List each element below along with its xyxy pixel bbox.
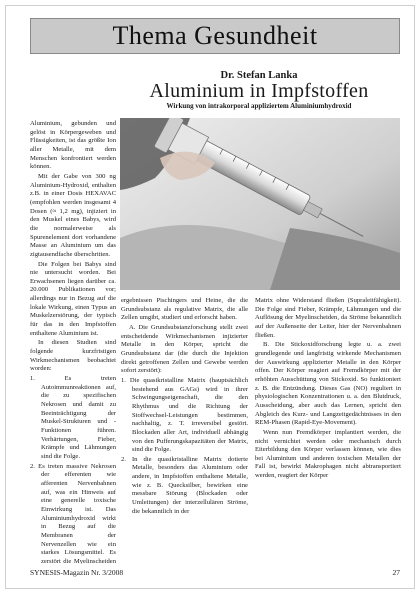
- paragraph: Aluminium, gebunden und gelöst in Körpergeweben und Flüssigkeiten, ist das größte Ion aller Metalle, mit dem Menschen konfrontiert werden können.: [30, 120, 116, 171]
- paragraph: A. Die Grundsubstanzforschung stellt zwei entscheidende Wirkmechanismen injizierter Metalle in den Körper, spricht die Grundsubstanz dar (die durch die Injektion direkt getroffenen Zellen und Gewebe werden sofort zerstört):: [121, 323, 248, 375]
- list-item: 1. Es treten Autoimmunreaktionen auf, die zu spezifischen Nekrosen und damit zu Beeinträchtigung der Muskel-Strukturen und -Funktionen führen. Verhärtungen, Fieber, Krämpfe und Lähmungen sind die Folge.: [30, 375, 116, 460]
- list-item: 2. Es treten massive Nekrosen der efferenten wie afferenten Nervenbahnen auf, was ein Hinweis auf eine generelle toxische Einwirkung ist. Das Aluminiumhydroxid wirkt in Bezug auf die Membranen der Nervenzellen wie ein starkes Lösungsmittel. Es zerstört die Myelinscheiden: [30, 462, 116, 564]
- article-subtitle: Wirkung von intrakorporal appliziertem Aluminiumhydroxid: [166, 102, 352, 110]
- text-column-1: [30, 120, 116, 564]
- list-item: 1. Die quasikristalline Matrix (hauptsächlich bestehend aus GAGs) wird in ihrer Schwingungseigenschaft, die den Rhythmus und die Richtung der Stoffwechsel-Leistungen bestimmen, nachhaltig, z. T. irreversibel gestört. Blockaden aller Art, individuell abhängig von den Pufferungskapazitäten der Matrix, sind die Folge.: [121, 376, 248, 454]
- page-number: 27: [392, 568, 400, 577]
- section-title: Thema Gesundheit: [112, 21, 318, 50]
- paragraph: Matrix ohne Widerstand fließen (Supraleitfähigkeit). Die Folge sind Fieber, Krämpfe, Lähmungen und die Auflösung der Myelinscheiden, da Ströme bekanntlich auf der Außenseite der Leiter, hier der Nervenbahnen fließen.: [255, 297, 401, 339]
- paragraph: B. Die Stickoxidforschung legte u. a. zwei grundlegende und langfristig wirkende Mechanismen der Auswirkung applizierter Metalle in den Körper offen. Der Körper reagiert auf Fremdkörper mit der erhöhten Ausschüttung von Stickoxid. So funktioniert z. B. die Entzündung. Dieses Gas (NO) reguliert in physiologischen Konzentrationen u. a. den Blutdruck, Ausscheidung, aber auch das Lernen, spricht den Abgleich des Kurz- und Langzeitgedächtnisses in den REM-Phasen (Rapid-Eye-Movement).: [255, 341, 401, 427]
- paragraph: Die Folgen bei Babys sind nie untersucht worden. Bei Erwachsenen liegen darüber ca. 20.000 Publikationen vor; allerdings nur in Bezug auf die lokale Wirkung, einen Typus an Muskelzerstörung, der typisch für das in den Impfstoffen enthaltene Aluminium ist.: [30, 260, 116, 337]
- paragraph: ergebnissen Pischingers und Heine, die die Grundsubstanz als regulative Matrix, die alle Zellen umgibt, studiert und erforscht haben.: [121, 297, 248, 322]
- journal-footer: SYNESIS-Magazin Nr. 3/2008: [30, 568, 124, 577]
- syringe-injection-photo: [120, 118, 400, 290]
- section-banner: [30, 18, 400, 54]
- paragraph: In diesen Studien sind folgende kurzfristigen Wirkmechanismen beobachtet worden:: [30, 339, 116, 373]
- paragraph: Mit der Gabe von 300 ng Aluminium-Hydroxid, enthalten z.B. in einer Dosis HEXAVAC (empfohlen werden insgesamt 4 Dosen (≈ 1,2 mg), injiziert in den Muskel eines Babys, wird die normalerweise als Spurenelement dort vorhandene Masse an Aluminium um das zigtausendfache überschritten.: [30, 172, 116, 258]
- text-column-3: [255, 297, 401, 564]
- text-column-2: [121, 297, 248, 564]
- article-title: Aluminium in Impfstoffen: [149, 80, 369, 102]
- article-author: Dr. Stefan Lanka: [220, 70, 298, 81]
- list-item: 2. In die quasikristalline Matrix dotierte Metalle, besonders das Aluminium oder andere, in Impfstoffen enthaltene Metalle, wie z. B. Quecksilber, bewirken eine messbare Störung (Blockaden oder Umleitungen) der interzellulären Ströme, die bekanntlich in der: [121, 455, 248, 515]
- mechanism-list: [121, 377, 248, 517]
- paragraph: Wenn nun Fremdkörper implantiert werden, die nicht vernichtet werden oder mechanisch durch Eiterbildung den Körper verlassen können, wie dies bei Aluminium und anderen toxischen Metallen der Fall ist, bewirkt Makrophagen nicht abtransportiert werden, reagiert der Körper: [255, 428, 401, 480]
- mechanism-list: [30, 375, 116, 564]
- syringe-icon: [120, 118, 400, 290]
